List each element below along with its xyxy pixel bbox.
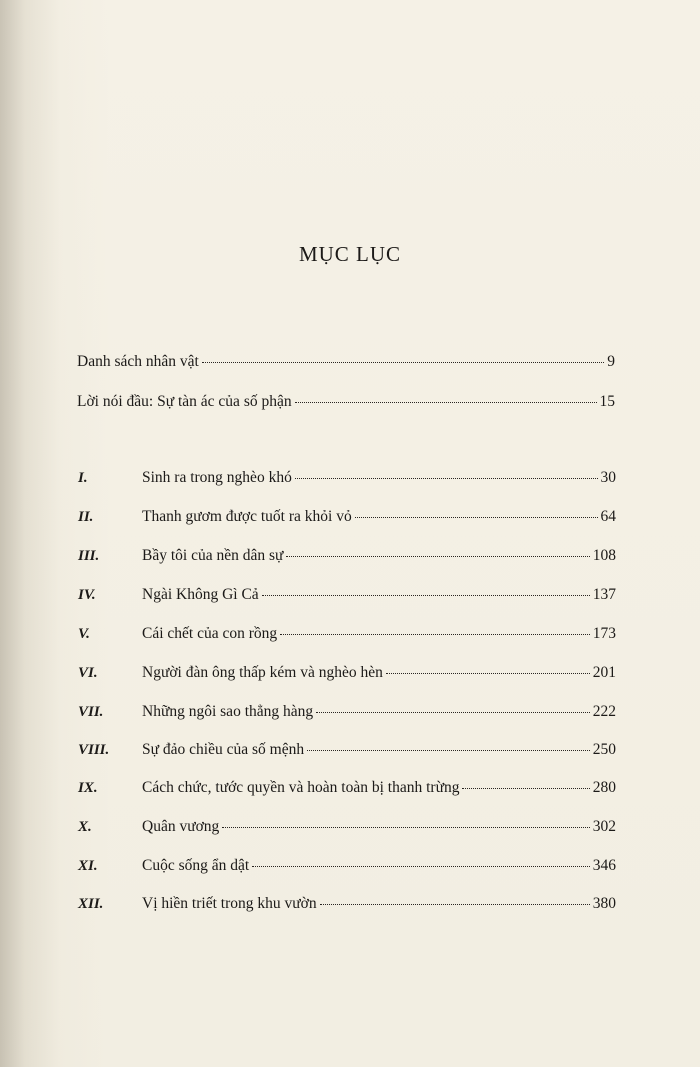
- dot-leader: [262, 595, 590, 596]
- chapter-numeral: XI.: [78, 858, 98, 874]
- chapter-numeral: III.: [78, 548, 100, 564]
- toc-entry-chapter-7: [78, 702, 616, 722]
- dot-leader: [295, 478, 598, 479]
- toc-entry-chapter-12: [78, 894, 616, 914]
- toc-entry-chapter-4: [78, 585, 616, 605]
- entry-label: Cách chức, tước quyền và hoàn toàn bị thanh trừng: [142, 779, 460, 796]
- dot-leader: [316, 712, 590, 713]
- toc-entry-chapter-6: [78, 663, 616, 683]
- toc-entry-chapter-5: [78, 624, 616, 644]
- entry-label: Ngài Không Gì Cả: [142, 586, 259, 603]
- chapter-numeral: X.: [78, 819, 92, 835]
- page-title: MỤC LỤC: [298, 242, 402, 266]
- toc-entry-chapter-2: [78, 507, 616, 527]
- toc-entry-chapter-9: [78, 778, 616, 798]
- entry-page-number: 15: [599, 393, 615, 410]
- entry-page-number: 280: [592, 779, 616, 796]
- dot-leader: [355, 517, 598, 518]
- chapter-numeral: II.: [78, 509, 94, 525]
- toc-entry-chapter-8: [78, 740, 616, 760]
- entry-page-number: 30: [600, 469, 616, 486]
- toc-entry-foreword: [77, 392, 615, 412]
- entry-label: Lời nói đầu: Sự tàn ác của số phận: [77, 393, 292, 410]
- entry-label: Sự đảo chiều của số mệnh: [142, 741, 305, 758]
- entry-label: Người đàn ông thấp kém và nghèo hèn: [142, 664, 383, 681]
- entry-page-number: 346: [592, 857, 616, 874]
- chapter-numeral: I.: [78, 470, 88, 486]
- chapter-numeral: VIII.: [78, 742, 110, 758]
- entry-label: Thanh gươm được tuốt ra khỏi vỏ: [142, 508, 352, 525]
- chapter-numeral: V.: [78, 626, 90, 642]
- entry-label: Quân vương: [142, 818, 220, 835]
- entry-label: Bầy tôi của nền dân sự: [142, 547, 284, 564]
- entry-page-number: 108: [592, 547, 616, 564]
- entry-label: Cuộc sống ẩn dật: [142, 857, 250, 874]
- entry-page-number: 173: [592, 625, 616, 642]
- toc-entry-chapter-1: [78, 468, 616, 488]
- entry-page-number: 302: [592, 818, 616, 835]
- entry-label: Cái chết của con rồng: [142, 625, 278, 642]
- entry-label: Danh sách nhân vật: [77, 353, 199, 370]
- chapter-numeral: VII.: [78, 704, 104, 720]
- entry-page-number: 250: [592, 741, 616, 758]
- chapter-numeral: IV.: [78, 587, 96, 603]
- entry-label: Vị hiền triết trong khu vườn: [142, 895, 317, 912]
- dot-leader: [462, 788, 589, 789]
- dot-leader: [202, 362, 604, 363]
- entry-page-number: 380: [592, 895, 616, 912]
- chapter-numeral: XII.: [78, 896, 104, 912]
- entry-label: Sinh ra trong nghèo khó: [142, 469, 292, 486]
- toc-entry-chapter-11: [78, 856, 616, 876]
- dot-leader: [295, 402, 597, 403]
- dot-leader: [320, 904, 590, 905]
- toc-entry-chapter-3: [78, 546, 616, 566]
- entry-page-number: 137: [592, 586, 616, 603]
- dot-leader: [307, 750, 590, 751]
- chapter-numeral: IX.: [78, 780, 98, 796]
- dot-leader: [280, 634, 590, 635]
- entry-page-number: 222: [592, 703, 616, 720]
- toc-entry-characters: [77, 352, 615, 372]
- entry-label: Những ngôi sao thẳng hàng: [142, 703, 314, 720]
- dot-leader: [386, 673, 590, 674]
- entry-page-number: 9: [607, 353, 615, 370]
- dot-leader: [286, 556, 589, 557]
- dot-leader: [252, 866, 590, 867]
- dot-leader: [222, 827, 589, 828]
- toc-entry-chapter-10: [78, 817, 616, 837]
- chapter-numeral: VI.: [78, 665, 98, 681]
- entry-page-number: 64: [600, 508, 616, 525]
- ghost-line: [74, 120, 614, 142]
- entry-page-number: 201: [592, 664, 616, 681]
